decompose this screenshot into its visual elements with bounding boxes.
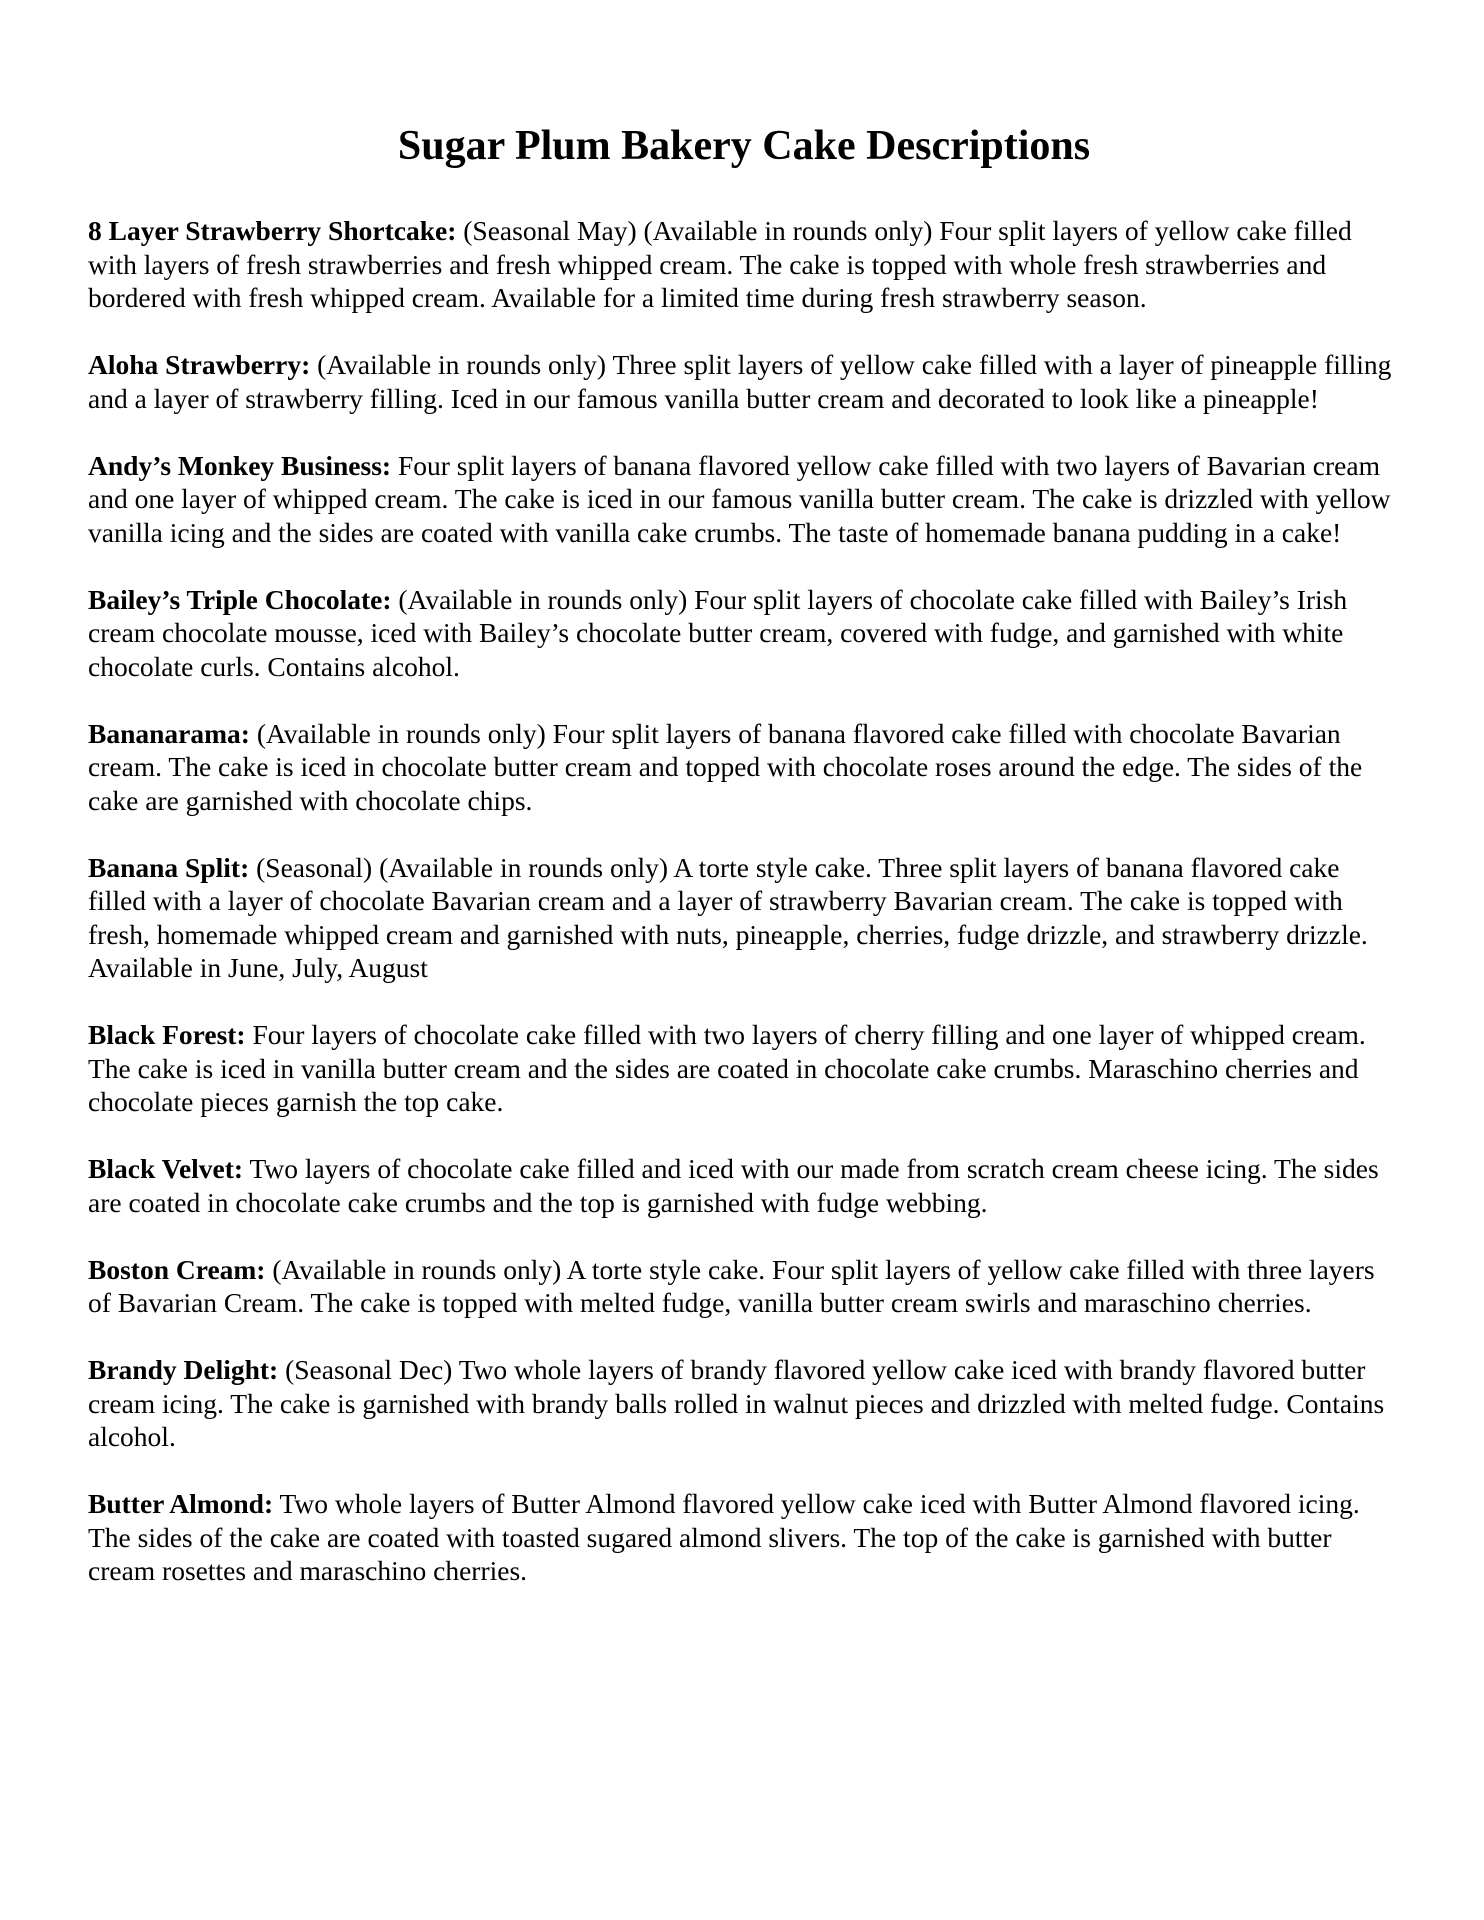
page-title: Sugar Plum Bakery Cake Descriptions <box>397 123 1091 169</box>
cake-description: Four split layers of banana flavored yellow cake filled with two layers of Bavarian cream and one layer of whipped cream. The cake is iced in our famous vanilla butter cream. The cake is drizzled with yellow vanilla icing and the sides are coated with vanilla cake crumbs. The taste of homemade banana pudding in a cake! <box>88 449 1391 548</box>
cake-entry <box>88 1487 1400 1588</box>
cake-entry <box>88 214 1400 315</box>
cake-description: (Seasonal) (Available in rounds only) A torte style cake. Three split layers of banana flavored cake filled with a layer of chocolate Bavarian cream and a layer of strawberry Bavarian cream. The cake is topped with fresh, homemade whipped cream and garnished with nuts, pineapple, cherries, fudge drizzle, and strawberry drizzle. Available in June, July, August <box>88 851 1368 983</box>
cake-entry <box>88 348 1400 415</box>
cake-name: Black Velvet: <box>88 1153 244 1184</box>
cake-name: 8 Layer Strawberry Shortcake: <box>88 215 457 246</box>
cake-entry <box>88 851 1400 985</box>
cake-entry <box>88 1018 1400 1119</box>
cake-entry <box>88 449 1400 550</box>
cake-description: Four layers of chocolate cake filled with two layers of cherry filling and one layer of whipped cream. The cake is iced in vanilla butter cream and the sides are coated in chocolate cake crumbs. Maraschino cherries and chocolate pieces garnish the top cake. <box>88 1019 1366 1117</box>
cake-name: Banana Split: <box>88 851 250 883</box>
cake-description: Two whole layers of Butter Almond flavored yellow cake iced with Butter Almond flavored icing. The sides of the cake are coated with toasted sugared almond slivers. The top of the cake is garnished with butter cream rosettes and maraschino cherries. <box>88 1488 1360 1586</box>
cake-entry <box>88 583 1400 684</box>
cake-name: Bailey’s Triple Chocolate: <box>88 583 392 615</box>
cake-name: Bananarama: <box>88 717 250 749</box>
cake-description: (Seasonal Dec) Two whole layers of brandy flavored yellow cake iced with brandy flavored butter cream icing. The cake is garnished with brandy balls rolled in walnut pieces and drizzled with melted fudge. Contains alcohol. <box>88 1354 1385 1452</box>
cake-description: (Available in rounds only) Three split layers of yellow cake filled with a layer of pineapple filling and a layer of strawberry filling. Iced in our famous vanilla butter cream and decorated to look like a pineapple! <box>88 349 1392 414</box>
cake-description: (Seasonal May) (Available in rounds only) Four split layers of yellow cake filled with layers of fresh strawberries and fresh whipped cream. The cake is topped with whole fresh strawberries and bordered with fresh whipped cream. Available for a limited time during fresh strawberry season. <box>88 215 1352 313</box>
cake-entry <box>88 717 1400 818</box>
cake-description: (Available in rounds only) Four split layers of chocolate cake filled with Bailey’s Irish cream chocolate mousse, iced with Bailey’s chocolate butter cream, covered with fudge, and garnished with white chocolate curls. Contains alcohol. <box>88 583 1348 682</box>
cake-description: (Available in rounds only) A torte style cake. Four split layers of yellow cake filled with three layers of Bavarian Cream. The cake is topped with melted fudge, vanilla butter cream swirls and maraschino cherries. <box>88 1253 1375 1318</box>
cake-entry <box>88 1152 1400 1219</box>
cake-entry <box>88 1353 1400 1454</box>
cake-name: Andy’s Monkey Business: <box>88 449 392 481</box>
cake-description: (Available in rounds only) Four split layers of banana flavored cake filled with chocolate Bavarian cream. The cake is iced in chocolate butter cream and topped with chocolate roses around the edge. The sides of the cake are garnished with chocolate chips. <box>88 717 1363 816</box>
cake-entry <box>88 1253 1400 1320</box>
cake-name: Aloha Strawberry: <box>88 349 311 380</box>
cake-name: Butter Almond: <box>88 1488 274 1519</box>
cake-name: Boston Cream: <box>88 1253 266 1285</box>
cake-description: Two layers of chocolate cake filled and iced with our made from scratch cream cheese icing. The sides are coated in chocolate cake crumbs and the top is garnished with fudge webbing. <box>88 1153 1379 1218</box>
cake-name: Brandy Delight: <box>88 1354 279 1385</box>
cake-name: Black Forest: <box>88 1019 246 1050</box>
